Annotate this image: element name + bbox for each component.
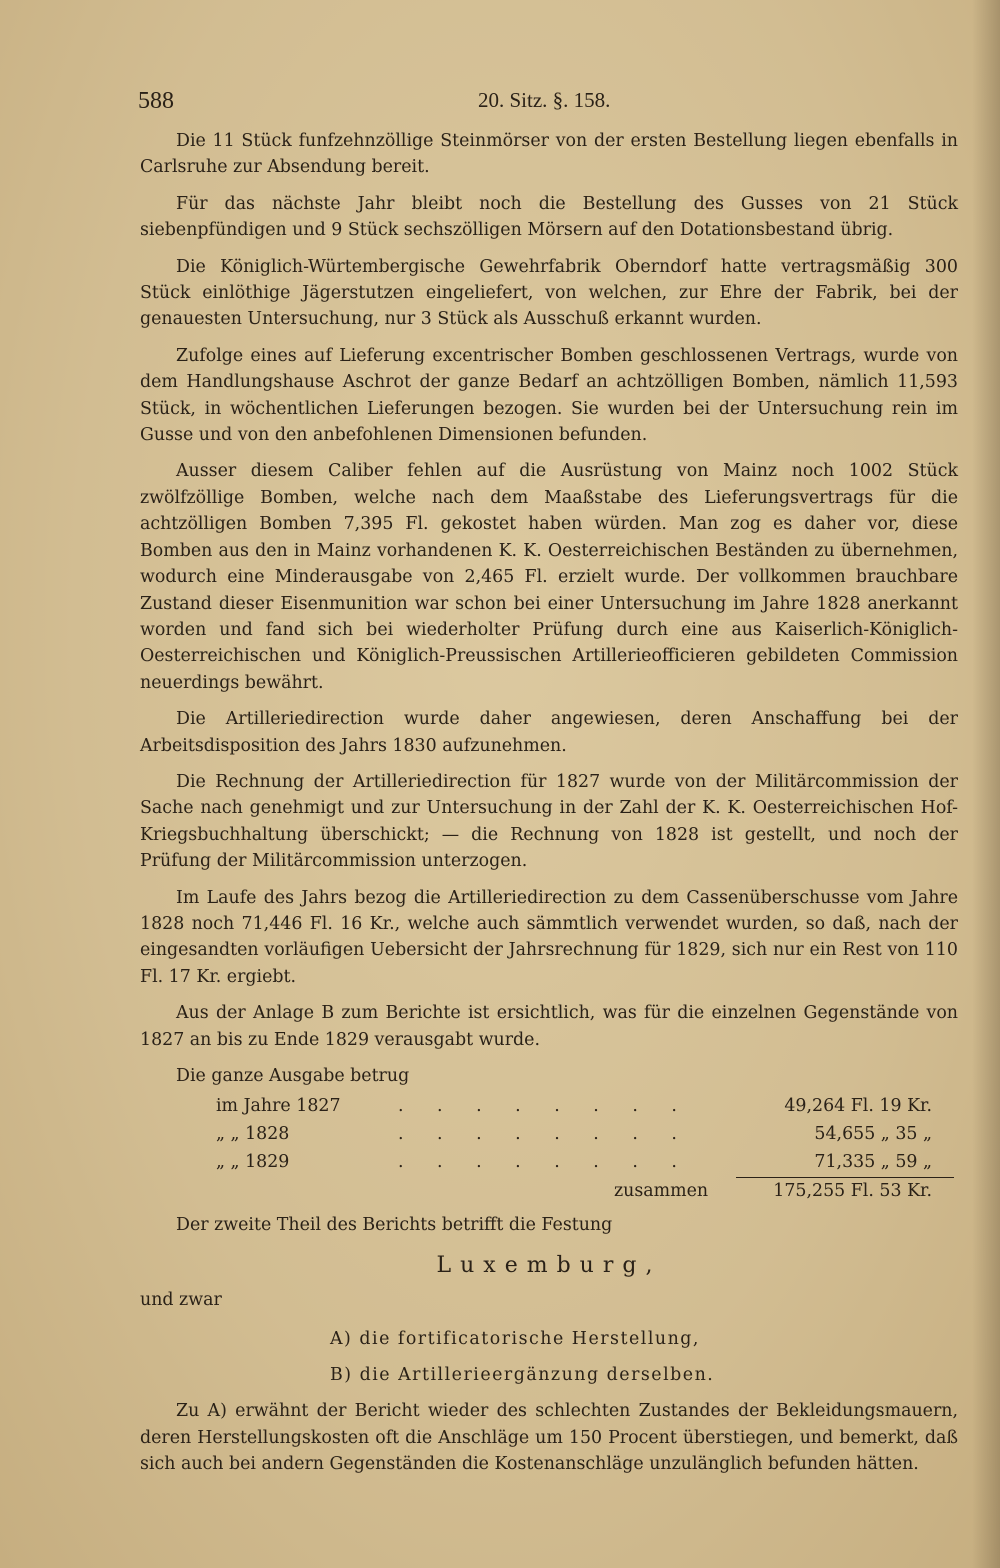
paragraph: Aus der Anlage B zum Berichte ist ersichtlich, was für die einzelnen Gegenstände von 1827 an bis zu Ende 1829 verausgabt wurde. <box>140 1003 958 1050</box>
page-number: 588 <box>138 88 174 114</box>
body-text <box>140 128 958 1488</box>
total-amount: 175,255 Fl. 53 Kr. <box>773 1181 932 1202</box>
leader-dots: . . . . . . . . <box>398 1152 691 1173</box>
page-header <box>138 88 958 118</box>
expense-label: im Jahre 1827 <box>216 1096 341 1117</box>
paragraph: Ausser diesem Caliber fehlen auf die Ausrüstung von Mainz noch 1002 Stück zwölfzöllige Bomben, welche nach dem Maaßstabe des Lieferungsvertrags für die achtzölligen Bomben 7,395 Fl. gekostet haben würden. Man zog es daher vor, diese Bomben aus den in Mainz vorhandenen K. K. Oesterreichischen Beständen zu übernehmen, wodurch eine Minderausgabe von 2,465 Fl. erzielt wurde. Der vollkommen brauchbare Zustand dieser Eisenmunition war schon bei einer Untersuchung im Jahre 1828 anerkannt worden und fand sich bei wiederholter Prüfung durch eine aus Kaiserlich-Königlich-Oesterreichischen und Königlich-Preussischen Artillerieofficieren gebildeten Commission neuerdings bewährt. <box>140 461 958 693</box>
leader-dots: . . . . . . . . <box>398 1124 691 1145</box>
paragraph: Die ganze Ausgabe betrug <box>176 1066 410 1086</box>
expense-amount: 49,264 Fl. 19 Kr. <box>784 1096 932 1117</box>
expense-row <box>140 1121 958 1149</box>
leader-dots: . . . . . . . . <box>398 1096 691 1117</box>
expense-amount: 71,335 „ 59 „ <box>814 1152 932 1173</box>
paragraph: Zufolge eines auf Lieferung excentrischer Bomben geschlossenen Vertrags, wurde von dem Handlungshause Aschrot der ganze Bedarf an achtzölligen Bomben, nämlich 11,593 Stück, in wöchentlichen Lieferungen bezogen. Sie wurden bei der Untersuchung rein im Gusse und von den anbefohlenen Dimensionen befunden. <box>140 345 958 446</box>
expense-row <box>140 1149 958 1177</box>
paragraph: Im Laufe des Jahrs bezog die Artilleriedirection zu dem Cassenüberschusse vom Jahre 1828 noch 71,446 Fl. 16 Kr., welche auch sämmtlich verwendet wurden, so daß, nach der eingesandten vorläufigen Uebersicht der Jahrsrechnung für 1829, sich nur ein Rest von 110 Fl. 17 Kr. ergiebt. <box>140 887 958 987</box>
paragraph: Die Artilleriedirection wurde daher angewiesen, deren Anschaffung bei der Arbeitsdisposition des Jahrs 1830 aufzunehmen. <box>140 709 958 756</box>
expense-amount: 54,655 „ 35 „ <box>814 1124 932 1145</box>
page-edge-shadow <box>972 0 1000 1568</box>
expense-label: „ „ 1829 <box>216 1152 290 1173</box>
expense-row <box>140 1093 958 1121</box>
und-zwar: und zwar <box>140 1290 222 1311</box>
section-a: A) die fortificatorische Herstellung, <box>330 1328 700 1349</box>
expense-label: „ „ 1828 <box>216 1124 290 1145</box>
paragraph: Zu A) erwähnt der Bericht wieder des schlechten Zustandes der Bekleidungsmauern, deren Herstellungskosten oft die Anschläge um 150 Procent überstiegen, und bemerkt, daß sich auch bei andern Gegenständen die Kostenanschläge unzulänglich befunden hätten. <box>140 1401 958 1475</box>
expense-table <box>140 1093 958 1206</box>
paragraph: Die 11 Stück funfzehnzöllige Steinmörser von der ersten Bestellung liegen ebenfalls in Carlsruhe zur Absendung bereit. <box>140 131 958 178</box>
fortress-name: Luxemburg, <box>436 1252 662 1278</box>
section-b: B) die Artillerieergänzung derselben. <box>330 1365 715 1386</box>
paragraph: Die Königlich-Würtembergische Gewehrfabrik Oberndorf hatte vertragsmäßig 300 Stück einlöthige Jägerstutzen eingeliefert, von welchen, zur Ehre der Fabrik, bei der genauesten Untersuchung, nur 3 Stück als Ausschuß erkannt wurden. <box>140 256 958 330</box>
paragraph: Für das nächste Jahr bleibt noch die Bestellung des Gusses von 21 Stück siebenpfündigen und 9 Stück sechszölligen Mörsern auf den Dotationsbestand übrig. <box>140 193 958 241</box>
total-label: zusammen <box>614 1181 709 1202</box>
paragraph: Die Rechnung der Artilleriedirection für 1827 wurde von der Militärcommission der Sache nach genehmigt und zur Untersuchung in der Zahl der K. K. Oesterreichischen Hof-Kriegsbuchhaltung überschickt; — die Rechnung von 1828 ist gestellt, und noch der Prüfung der Militärcommission unterzogen. <box>140 771 958 872</box>
paragraph: Der zweite Theil des Berichts betrifft die Festung <box>176 1215 613 1236</box>
running-title: 20. Sitz. §. 158. <box>478 88 611 112</box>
expense-total-row <box>140 1178 958 1206</box>
